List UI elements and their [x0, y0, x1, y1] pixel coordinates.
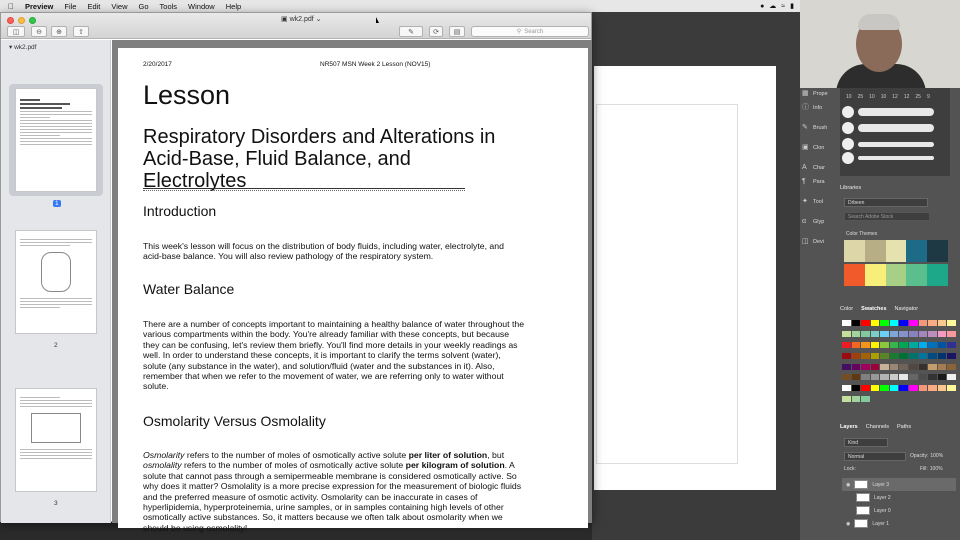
color-swatch[interactable]: [938, 342, 947, 348]
color-theme-1[interactable]: [844, 240, 948, 262]
color-swatch[interactable]: [919, 353, 928, 359]
brush-size: 25: [915, 94, 921, 100]
layer-thumbnail: [856, 493, 870, 502]
layer-row[interactable]: Layer 2: [842, 491, 956, 504]
menu-file[interactable]: File: [58, 1, 71, 11]
menu-edit[interactable]: Edit: [81, 1, 95, 11]
pen-icon: ✎: [408, 28, 414, 36]
color-swatch[interactable]: [947, 353, 956, 359]
color-swatch[interactable]: [928, 342, 937, 348]
menu-tools[interactable]: Tools: [153, 1, 172, 11]
color-swatch[interactable]: [890, 353, 899, 359]
brush-preset[interactable]: [842, 122, 934, 134]
color-swatch[interactable]: [871, 342, 880, 348]
zoom-in-button[interactable]: [51, 26, 67, 37]
color-swatch[interactable]: [928, 364, 937, 370]
color-swatch[interactable]: [899, 374, 908, 380]
layer-filter-kind[interactable]: Kind: [844, 438, 888, 447]
color-swatch[interactable]: [938, 374, 947, 380]
document-view[interactable]: [112, 40, 592, 533]
color-swatch[interactable]: [852, 385, 861, 391]
color-swatch[interactable]: [899, 385, 908, 391]
color-swatch[interactable]: [871, 353, 880, 359]
search-field[interactable]: ⚲ Search: [471, 26, 589, 37]
layer-row[interactable]: ◉ Layer 1: [846, 520, 890, 527]
layer-row[interactable]: Layer 0: [842, 504, 956, 517]
libraries-tab[interactable]: Libraries: [840, 185, 862, 191]
color-swatch[interactable]: [938, 385, 947, 391]
preview-window: [0, 12, 592, 533]
markup-button[interactable]: [399, 26, 423, 37]
brush-preset[interactable]: [842, 152, 934, 164]
page-title: Lesson: [143, 80, 231, 110]
photoshop-artboard: [596, 104, 738, 464]
cloud-icon[interactable]: ☁: [769, 3, 777, 10]
color-swatch[interactable]: [899, 353, 908, 359]
color-swatch[interactable]: [880, 374, 889, 380]
zoom-out-button[interactable]: [31, 26, 47, 37]
pdf-page: [118, 48, 588, 533]
color-swatch[interactable]: [861, 374, 870, 380]
zoom-in-icon: ⊕: [56, 28, 62, 36]
color-swatch[interactable]: [861, 331, 870, 337]
color-swatch[interactable]: [861, 342, 870, 348]
tab-paths[interactable]: Paths: [897, 424, 912, 430]
tool-paragraph[interactable]: ¶ Para: [802, 178, 825, 185]
color-swatch[interactable]: [909, 342, 918, 348]
color-swatch[interactable]: [947, 342, 956, 348]
menu-app-preview[interactable]: Preview: [19, 1, 48, 11]
toolbox-button[interactable]: [449, 26, 465, 37]
layer-thumbnail: [854, 480, 868, 489]
tool-clone[interactable]: ▣ Clon: [802, 144, 825, 151]
color-swatch[interactable]: [899, 342, 908, 348]
tab-swatches[interactable]: Swatches: [861, 306, 887, 312]
osmolarity-heading: Osmolarity Versus Osmolality: [143, 413, 326, 429]
color-swatch[interactable]: [909, 320, 918, 326]
tab-color[interactable]: Color: [840, 306, 854, 312]
color-swatch[interactable]: [938, 364, 947, 370]
color-swatch[interactable]: [928, 353, 937, 359]
close-button[interactable]: [7, 17, 14, 24]
brush-size: 12: [903, 94, 910, 100]
share-button[interactable]: [73, 26, 89, 37]
color-swatch[interactable]: [938, 320, 947, 326]
tool-presets-icon: ✦: [802, 198, 808, 205]
eye-icon[interactable]: ◉: [846, 520, 851, 527]
color-swatch[interactable]: [890, 320, 899, 326]
color-swatch[interactable]: [909, 353, 918, 359]
color-swatch[interactable]: [899, 364, 908, 370]
sidebar-file-label[interactable]: ▾ wk2.pdf: [9, 44, 37, 51]
color-swatch[interactable]: [852, 342, 861, 348]
chevron-down-icon[interactable]: ⌄: [315, 16, 322, 23]
color-theme-2[interactable]: [844, 264, 948, 286]
brush-size: 25: [857, 94, 864, 100]
color-swatch[interactable]: [928, 385, 937, 391]
color-swatch[interactable]: [919, 364, 928, 370]
color-swatch[interactable]: [880, 331, 889, 337]
page-course-header: NR507 MSN Week 2 Lesson (NOV15): [320, 61, 431, 68]
color-swatch[interactable]: [947, 320, 956, 326]
eye-icon[interactable]: ◉: [846, 481, 851, 488]
rotate-icon: ⟳: [433, 28, 439, 36]
color-swatch[interactable]: [852, 396, 861, 402]
brush-icon: ✎: [802, 124, 808, 131]
color-swatch[interactable]: [852, 331, 861, 337]
color-swatch[interactable]: [880, 385, 889, 391]
water-balance-paragraph: There are a number of concepts important to maintaining a healthy balance of water throughout the various compartments within the body. You're already familiar with these concepts, but because they can be confusing, let's review them briefly. You'll find more details in your weekly readings as well. In order to understand these concepts, it is important to clarify the terms solvent (water), solute (any substance in the water), and solution/fluid (water and the substances in it). Also, remember that when we refer to the movement of water, we are referring only to water without solute.: [143, 319, 525, 392]
record-icon[interactable]: ●: [760, 2, 765, 10]
brush-size: 10: [846, 94, 852, 100]
color-swatch[interactable]: [947, 364, 956, 370]
rotate-button[interactable]: [429, 26, 443, 37]
zoom-button[interactable]: [29, 17, 36, 24]
brush-size: 9: [926, 94, 930, 100]
color-swatch[interactable]: [880, 342, 889, 348]
page-number-3: 3: [54, 500, 58, 507]
color-swatch[interactable]: [880, 320, 889, 326]
zoom-out-icon: ⊖: [36, 28, 42, 36]
tab-layers[interactable]: Layers: [840, 424, 858, 430]
opacity-control[interactable]: Opacity: 100%: [910, 453, 944, 459]
tool-glyphs[interactable]: α Glyp: [802, 218, 825, 225]
brush-preset[interactable]: [842, 106, 934, 118]
window-title: ▣ wk2.pdf ⌄: [281, 16, 322, 23]
fill-control[interactable]: Fill: 100%: [920, 466, 943, 472]
color-swatch[interactable]: [852, 374, 861, 380]
color-swatch[interactable]: [890, 385, 899, 391]
color-swatch[interactable]: [890, 364, 899, 370]
layer-row[interactable]: ◉ Layer 3: [842, 478, 956, 491]
tab-navigator[interactable]: Navigator: [894, 306, 919, 312]
preview-titlebar: [1, 13, 591, 39]
blend-mode-select[interactable]: Normal: [844, 452, 906, 461]
color-swatch[interactable]: [842, 331, 851, 337]
color-swatch[interactable]: [842, 385, 851, 391]
clone-icon: ▣: [802, 144, 809, 151]
mouse-cursor: [376, 17, 379, 23]
color-swatch[interactable]: [899, 320, 908, 326]
library-search-input[interactable]: Search Adobe Stock: [844, 212, 930, 221]
color-swatch[interactable]: [842, 342, 851, 348]
photoshop-panels: [800, 88, 960, 540]
color-swatch[interactable]: [880, 364, 889, 370]
color-swatch[interactable]: [880, 353, 889, 359]
brush-size: 12: [892, 94, 898, 100]
page-number-2: 2: [54, 342, 58, 349]
color-swatch[interactable]: [861, 396, 870, 402]
color-swatch[interactable]: [919, 342, 928, 348]
color-themes-label: Color Themes: [846, 231, 878, 237]
color-swatch[interactable]: [919, 320, 928, 326]
color-swatch[interactable]: [861, 385, 870, 391]
color-swatch[interactable]: [890, 374, 899, 380]
tool-presets[interactable]: ✦ Tool: [802, 198, 824, 205]
webcam-video: [800, 0, 960, 88]
color-swatch[interactable]: [938, 353, 947, 359]
color-swatch[interactable]: [947, 331, 956, 337]
properties-icon: ▦: [802, 90, 809, 97]
page-thumbnail-3[interactable]: [15, 388, 97, 492]
brush-size: 10: [869, 94, 875, 100]
menubar: [0, 0, 800, 12]
color-swatch[interactable]: [899, 331, 908, 337]
color-swatch[interactable]: [861, 320, 870, 326]
search-icon: ⚲: [516, 29, 522, 35]
share-icon: ⇧: [78, 28, 84, 36]
page-number-1: 1: [55, 200, 59, 207]
color-swatch[interactable]: [871, 385, 880, 391]
water-balance-heading: Water Balance: [143, 281, 235, 297]
battery-icon[interactable]: ▮: [790, 3, 794, 10]
color-swatch[interactable]: [928, 374, 937, 380]
swatches-tabs: [840, 304, 918, 314]
color-swatch[interactable]: [890, 331, 899, 337]
color-swatch[interactable]: [871, 320, 880, 326]
color-swatch[interactable]: [938, 331, 947, 337]
color-swatch[interactable]: [842, 374, 851, 380]
color-swatch[interactable]: [861, 364, 870, 370]
intro-heading: Introduction: [143, 203, 217, 219]
library-select[interactable]: Drbeen: [844, 198, 928, 207]
paragraph-icon: ¶: [802, 178, 806, 185]
color-swatch[interactable]: [871, 331, 880, 337]
swatch-grid[interactable]: [842, 320, 956, 406]
apple-icon[interactable]: [8, 2, 14, 11]
page-thumbnail-2[interactable]: [15, 230, 97, 334]
color-swatch[interactable]: [842, 353, 851, 359]
page-subtitle: Respiratory Disorders and Alterations in Acid-Base, Fluid Balance, and Electrolytes: [143, 126, 496, 192]
character-icon: A: [802, 164, 807, 171]
color-swatch[interactable]: [928, 331, 937, 337]
layer-thumbnail: [854, 519, 868, 528]
color-swatch[interactable]: [890, 342, 899, 348]
intro-paragraph: This week's lesson will focus on the distribution of body fluids, including water, electrolyte, and acid-base balance. You will also review pathology of the respiratory system.: [143, 241, 504, 262]
layers-tabs: [840, 422, 911, 432]
page-date: 2/20/2017: [143, 61, 172, 68]
color-swatch[interactable]: [928, 320, 937, 326]
color-swatch[interactable]: [842, 364, 851, 370]
color-swatch[interactable]: [871, 364, 880, 370]
tool-brush[interactable]: ✎ Brush: [802, 124, 828, 131]
page-thumbnail-1[interactable]: [15, 88, 97, 192]
device-icon: ◫: [802, 238, 809, 245]
color-swatch[interactable]: [909, 364, 918, 370]
layer-thumbnail: [856, 506, 870, 515]
disclosure-icon: ▾: [9, 44, 13, 51]
menu-view[interactable]: View: [105, 1, 122, 11]
presenter-hair: [858, 14, 900, 30]
tool-character[interactable]: A Char: [802, 164, 825, 171]
osmolarity-paragraph: Osmolarity refers to the number of moles of osmotically active solute per liter of solution, but osmolality refers to the number of moles of osmotically active solute per kilogram of solution. A solute that cannot pass through a semipermeable membrane is considered osmotically active. So why does it matter? Osmolality is a more precise expression for the measurement of biologic fluids and the preferred measure of osmotic activity. Osmolarity can be inaccurate in cases of hyperlipidemia, hyperproteinemia, urine samples, or in samples containing high levels of other osmotically active substances. So, it matters because we often talk about osmolarity when we should be using osmolality!: [143, 450, 522, 533]
menu-go[interactable]: Go: [132, 1, 143, 11]
tool-device[interactable]: ◫ Devi: [802, 238, 825, 245]
lock-label: Lock:: [844, 466, 856, 472]
color-swatch[interactable]: [852, 320, 861, 326]
color-swatch[interactable]: [842, 320, 851, 326]
tab-channels[interactable]: Channels: [865, 424, 889, 430]
tool-info[interactable]: ⓘ Info: [802, 104, 823, 111]
minimize-button[interactable]: [18, 17, 25, 24]
color-swatch[interactable]: [861, 353, 870, 359]
wifi-icon[interactable]: ≈: [781, 2, 786, 10]
glyphs-icon: α: [802, 218, 807, 225]
color-swatch[interactable]: [909, 331, 918, 337]
toolbox-icon: ▤: [453, 28, 461, 36]
color-swatch[interactable]: [852, 353, 861, 359]
color-swatch[interactable]: [871, 374, 880, 380]
brush-size: 10: [880, 94, 887, 100]
sidebar-toggle-button[interactable]: [7, 26, 25, 37]
status-icons: [760, 0, 794, 12]
color-swatch[interactable]: [852, 364, 861, 370]
color-swatch[interactable]: [947, 374, 956, 380]
thumbnail-sidebar: [1, 40, 111, 523]
color-swatch[interactable]: [909, 374, 918, 380]
sidebar-icon: ◫: [12, 28, 20, 36]
info-icon: ⓘ: [802, 104, 809, 111]
color-swatch[interactable]: [919, 331, 928, 337]
title-rule: [143, 188, 465, 191]
color-swatch[interactable]: [919, 385, 928, 391]
color-swatch[interactable]: [947, 385, 956, 391]
color-swatch[interactable]: [909, 385, 918, 391]
menu-help[interactable]: Help: [219, 1, 236, 11]
color-swatch[interactable]: [842, 396, 851, 402]
menu-window[interactable]: Window: [182, 1, 209, 11]
pdf-icon: ▣: [281, 16, 288, 23]
color-swatch[interactable]: [919, 374, 928, 380]
tool-properties[interactable]: ▦ Prope: [802, 90, 828, 97]
brush-preset[interactable]: [842, 138, 934, 150]
